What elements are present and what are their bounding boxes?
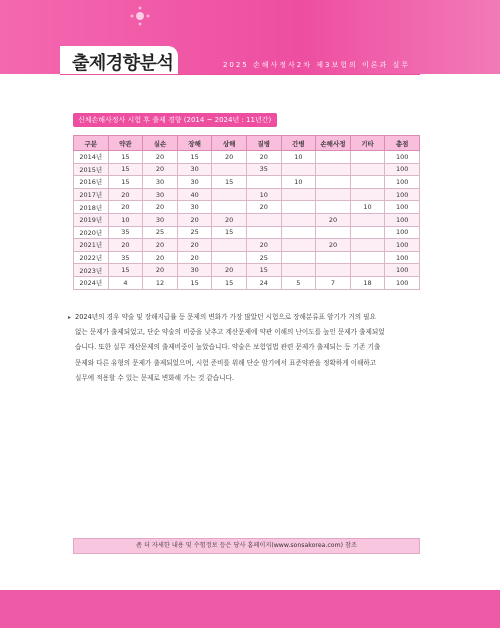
score-cell <box>316 151 351 164</box>
table-row <box>74 226 420 239</box>
table-row <box>74 213 420 226</box>
sparkle-decoration-icon <box>120 6 160 26</box>
column-header: 실손 <box>143 136 178 151</box>
score-cell: 15 <box>108 163 143 176</box>
score-cell: 10 <box>108 213 143 226</box>
notes-line: 없는 문제가 출제되었고, 단순 약술의 비중을 낮추고 계산문제에 약관 이해의 난이도를 높인 문제가 출제되었 <box>75 328 385 337</box>
score-cell <box>350 188 385 201</box>
year-cell: 2016년 <box>74 176 109 189</box>
score-cell <box>316 264 351 277</box>
score-cell <box>316 163 351 176</box>
score-cell: 100 <box>385 239 420 252</box>
score-cell <box>316 226 351 239</box>
score-cell: 30 <box>143 213 178 226</box>
score-cell: 15 <box>108 176 143 189</box>
header-subtitle: 2025 손해사정사2차 제3보험의 이론과 실무 <box>222 61 410 69</box>
score-cell: 5 <box>281 276 316 289</box>
score-cell: 10 <box>246 188 281 201</box>
page-title-tab <box>60 46 178 74</box>
table-row <box>74 163 420 176</box>
score-cell: 20 <box>316 213 351 226</box>
score-cell <box>350 213 385 226</box>
table-row <box>74 276 420 289</box>
score-cell: 20 <box>108 188 143 201</box>
score-cell <box>281 226 316 239</box>
table-row <box>74 239 420 252</box>
notes-line: 2024년의 경우 약술 및 장해지급률 등 문제의 변화가 가장 많았던 시험으로 장해분류표 암기가 거의 필요 <box>75 313 376 321</box>
year-cell: 2020년 <box>74 226 109 239</box>
score-cell: 20 <box>177 251 212 264</box>
notes-line: 문제와 다른 유형의 문제가 출제되었으며, 시험 준비를 위해 단순 암기에서 표준약관을 정확하게 이해하고 <box>75 358 377 367</box>
score-cell <box>212 163 247 176</box>
score-cell <box>212 239 247 252</box>
score-cell: 15 <box>212 276 247 289</box>
table-row <box>74 176 420 189</box>
score-cell <box>212 188 247 201</box>
score-cell: 20 <box>246 239 281 252</box>
score-cell: 100 <box>385 226 420 239</box>
score-cell <box>316 176 351 189</box>
score-cell: 10 <box>350 201 385 214</box>
score-cell: 30 <box>143 176 178 189</box>
score-cell <box>281 213 316 226</box>
score-cell: 20 <box>316 239 351 252</box>
score-cell: 20 <box>143 201 178 214</box>
score-cell: 30 <box>177 176 212 189</box>
score-cell <box>281 251 316 264</box>
score-cell: 100 <box>385 213 420 226</box>
table-row <box>74 251 420 264</box>
score-cell: 20 <box>108 201 143 214</box>
header-divider <box>60 74 420 75</box>
score-cell <box>246 213 281 226</box>
score-cell: 20 <box>143 151 178 164</box>
table-title: 신체손해사정사 시험 후 출제 경향 (2014 ~ 2024년 : 11년간) <box>73 113 277 127</box>
score-cell <box>316 188 351 201</box>
score-cell: 35 <box>246 163 281 176</box>
score-cell: 20 <box>212 151 247 164</box>
column-header: 간병 <box>281 136 316 151</box>
score-cell <box>212 251 247 264</box>
table-row <box>74 151 420 164</box>
score-cell: 25 <box>246 251 281 264</box>
score-cell: 20 <box>143 239 178 252</box>
year-cell: 2014년 <box>74 151 109 164</box>
score-cell: 35 <box>108 251 143 264</box>
score-cell: 20 <box>143 163 178 176</box>
score-cell: 15 <box>246 264 281 277</box>
year-cell: 2023년 <box>74 264 109 277</box>
year-cell: 2022년 <box>74 251 109 264</box>
score-cell: 100 <box>385 188 420 201</box>
exam-trend-table-container <box>73 135 420 290</box>
score-cell: 30 <box>177 264 212 277</box>
score-cell <box>316 201 351 214</box>
score-cell <box>281 188 316 201</box>
table-row <box>74 201 420 214</box>
score-cell <box>281 239 316 252</box>
bottom-banner <box>0 590 500 628</box>
notes-line: 습니다. 또한 실무 계산문제의 출제비중이 높았습니다. 약술은 보험업법 관련 문제가 출제되는 등 기존 기출 <box>75 343 381 352</box>
score-cell <box>281 264 316 277</box>
score-cell <box>246 226 281 239</box>
score-cell: 30 <box>177 163 212 176</box>
table-row <box>74 264 420 277</box>
score-cell: 100 <box>385 176 420 189</box>
year-cell: 2019년 <box>74 213 109 226</box>
score-cell <box>350 264 385 277</box>
score-cell <box>281 201 316 214</box>
score-cell <box>212 201 247 214</box>
score-cell: 25 <box>177 226 212 239</box>
score-cell <box>350 176 385 189</box>
column-header: 기타 <box>350 136 385 151</box>
score-cell: 15 <box>212 176 247 189</box>
column-header: 장해 <box>177 136 212 151</box>
score-cell: 100 <box>385 163 420 176</box>
score-cell <box>350 239 385 252</box>
score-cell <box>281 163 316 176</box>
year-cell: 2017년 <box>74 188 109 201</box>
score-cell: 100 <box>385 276 420 289</box>
column-header: 질병 <box>246 136 281 151</box>
score-cell <box>350 163 385 176</box>
score-cell: 15 <box>177 276 212 289</box>
score-cell: 100 <box>385 264 420 277</box>
year-cell: 2021년 <box>74 239 109 252</box>
column-header: 약관 <box>108 136 143 151</box>
table-row <box>74 188 420 201</box>
score-cell: 100 <box>385 151 420 164</box>
score-cell: 15 <box>108 151 143 164</box>
score-cell: 35 <box>108 226 143 239</box>
column-header: 구분 <box>74 136 109 151</box>
score-cell: 20 <box>108 239 143 252</box>
score-cell <box>350 151 385 164</box>
score-cell: 4 <box>108 276 143 289</box>
notes-line: 실무에 적용할 수 있는 문제로 변화해 가는 것 같습니다. <box>75 373 234 382</box>
score-cell <box>316 251 351 264</box>
score-cell: 20 <box>177 213 212 226</box>
score-cell: 15 <box>177 151 212 164</box>
column-header: 손해사정 <box>316 136 351 151</box>
score-cell: 10 <box>281 176 316 189</box>
score-cell: 20 <box>177 239 212 252</box>
footer-note: 좀 더 자세한 내용 및 수험정보 등은 당사 홈페이지(www.sonsakorea.com) 참조 <box>73 538 420 554</box>
score-cell: 100 <box>385 201 420 214</box>
score-cell: 40 <box>177 188 212 201</box>
score-cell: 20 <box>143 264 178 277</box>
score-cell: 25 <box>143 226 178 239</box>
year-cell: 2015년 <box>74 163 109 176</box>
column-header: 상해 <box>212 136 247 151</box>
year-cell: 2018년 <box>74 201 109 214</box>
score-cell <box>246 176 281 189</box>
score-cell: 24 <box>246 276 281 289</box>
score-cell: 15 <box>212 226 247 239</box>
triangle-right-icon: ▸ <box>68 314 72 321</box>
score-cell: 30 <box>143 188 178 201</box>
year-cell: 2024년 <box>74 276 109 289</box>
score-cell: 20 <box>212 213 247 226</box>
score-cell: 30 <box>177 201 212 214</box>
score-cell <box>350 226 385 239</box>
score-cell: 20 <box>143 251 178 264</box>
column-header: 총점 <box>385 136 420 151</box>
score-cell: 10 <box>281 151 316 164</box>
analysis-notes <box>68 310 423 386</box>
score-cell: 18 <box>350 276 385 289</box>
score-cell: 20 <box>212 264 247 277</box>
score-cell: 20 <box>246 151 281 164</box>
score-cell: 12 <box>143 276 178 289</box>
score-cell: 7 <box>316 276 351 289</box>
score-cell: 15 <box>108 264 143 277</box>
header-banner <box>0 0 500 74</box>
table-header-row <box>74 136 420 151</box>
table-body <box>74 151 420 290</box>
score-cell <box>350 251 385 264</box>
exam-trend-table <box>73 135 420 290</box>
score-cell: 20 <box>246 201 281 214</box>
page-title: 출제경향분석 <box>72 53 174 74</box>
score-cell: 100 <box>385 251 420 264</box>
